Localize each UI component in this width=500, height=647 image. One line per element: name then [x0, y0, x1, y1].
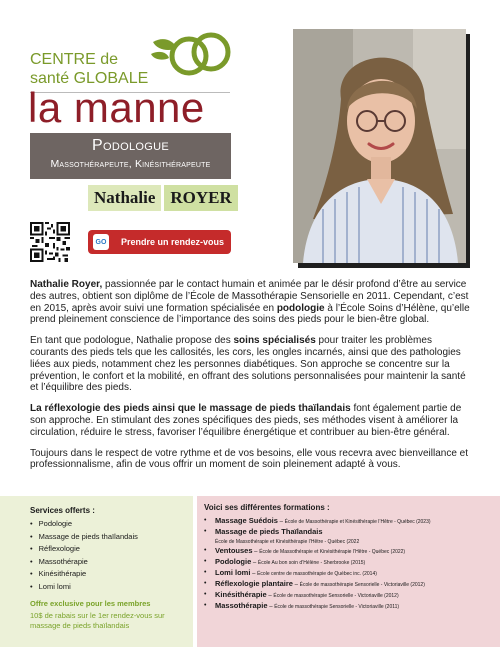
list-item: • Massothérapie: [30, 556, 138, 569]
first-name: Nathalie: [88, 185, 161, 211]
list-item: • Ventouses – École de Massothérapie et Kinésithérapie l’Hêtre - Québec (2022): [204, 546, 498, 557]
practitioner-name: [88, 185, 238, 211]
offer-text: 10$ de rabais sur le 1er rendez-vous sur massage de pieds thaïlandais: [30, 611, 165, 630]
list-item: • Lomi lomi: [30, 581, 138, 594]
list-item: • Kinésithérapie – École de massothérapie Sensorielle - Victoriaville (2012): [204, 590, 498, 601]
list-item: • Podologie: [30, 518, 138, 531]
list-item: • Massothérapie – École de massothérapie Sensorielle - Victoriaville (2011): [204, 601, 498, 612]
services-panel: [0, 496, 193, 647]
logo-tagline-line1: CENTRE de: [30, 51, 119, 68]
services-title: Services offerts :: [30, 506, 95, 515]
offer-title: Offre exclusive pour les membres: [30, 599, 151, 608]
formations-list: [204, 516, 498, 612]
list-item: • Lomi lomi – École centre de massothérapie de Québec inc. (2014): [204, 568, 498, 579]
bio-paragraph-3: La réflexologie des pieds ainsi que le massage de pieds thaïlandais font également partie de son approche. En stimulant des zones spécifiques des pieds, ses méthodes visent à améliorer la circulation, réduire le stress, favoriser l’équilibre énergétique et contribuer au bien-être général.: [30, 403, 462, 438]
formations-panel: [197, 496, 500, 647]
list-item: • Massage de pieds thaïlandais: [30, 531, 138, 544]
logo-tagline: [30, 50, 148, 88]
last-name: ROYER: [164, 185, 237, 211]
services-list: [30, 518, 138, 594]
book-appointment-button[interactable]: [88, 230, 231, 254]
logo-tagline-line2: santé GLOBALE: [30, 70, 149, 87]
profession-sub: Massothérapeute, Kinésithérapeute: [50, 158, 211, 170]
qr-code-icon[interactable]: [30, 222, 70, 262]
book-appointment-label: Prendre un rendez-vous: [121, 237, 225, 247]
list-item: • Podologie – École Au bon soin d’Hélène - Sherbrooke (2015): [204, 557, 498, 568]
bio-paragraph-1: Nathalie Royer, passionnée par le contact humain et animée par le désir profond d’être au service des autres, obtient son diplôme de l’École de Massothérapie Sensorielle en 2011. Cependant, c’est en 2015, après avoir suivi une formation spécialisée en podologie à l’École Soins d’Hélène, qu’elle prend pleinement conscience de l’importance des soins des pieds pour le bien-être global.: [30, 279, 470, 326]
go-icon: GO: [93, 234, 109, 250]
list-item: • Kinésithérapie: [30, 568, 138, 581]
profession-title-box: [30, 133, 231, 179]
logo-wordmark: la manne: [28, 84, 205, 131]
biography: [30, 279, 470, 480]
bio-paragraph-4: Toujours dans le respect de votre rythme et de vos besoins, elle vous recevra avec bienveillance et professionnalisme, afin de vous offrir un moment de soin pleinement adapté à vous.: [30, 447, 469, 471]
bio-paragraph-2: En tant que podologue, Nathalie propose des soins spécialisés pour traiter les problèmes courants des pieds tels que les callosités, les cors, les ongles incarnés, ainsi que des pathologies liées aux pieds, notamment chez les personnes diabétiques. Son approche se concentre sur la prévention, le confort et la mobilité, en offrant des solutions personnalisées pour maintenir la santé et l’équilibre des pieds.: [30, 335, 466, 394]
profession-main: Podologue: [92, 137, 169, 154]
list-item: • Massage de pieds Thaïlandais École de Massothérapie et Kinésithérapie l’Hêtre - Québec (2022: [204, 527, 498, 546]
portrait-illustration-icon: [293, 29, 466, 263]
list-item: • Massage Suédois – École de Massothérapie et Kinésithérapie l’Hêtre - Québec (2023): [204, 516, 498, 527]
list-item: • Réflexologie plantaire – École de massothérapie Sensorielle - Victoriaville (2012): [204, 579, 498, 590]
logo-rings-icon: [143, 30, 238, 90]
formations-title: Voici ses différentes formations :: [204, 503, 330, 512]
list-item: • Réflexologie: [30, 543, 138, 556]
practitioner-photo: [293, 29, 466, 263]
